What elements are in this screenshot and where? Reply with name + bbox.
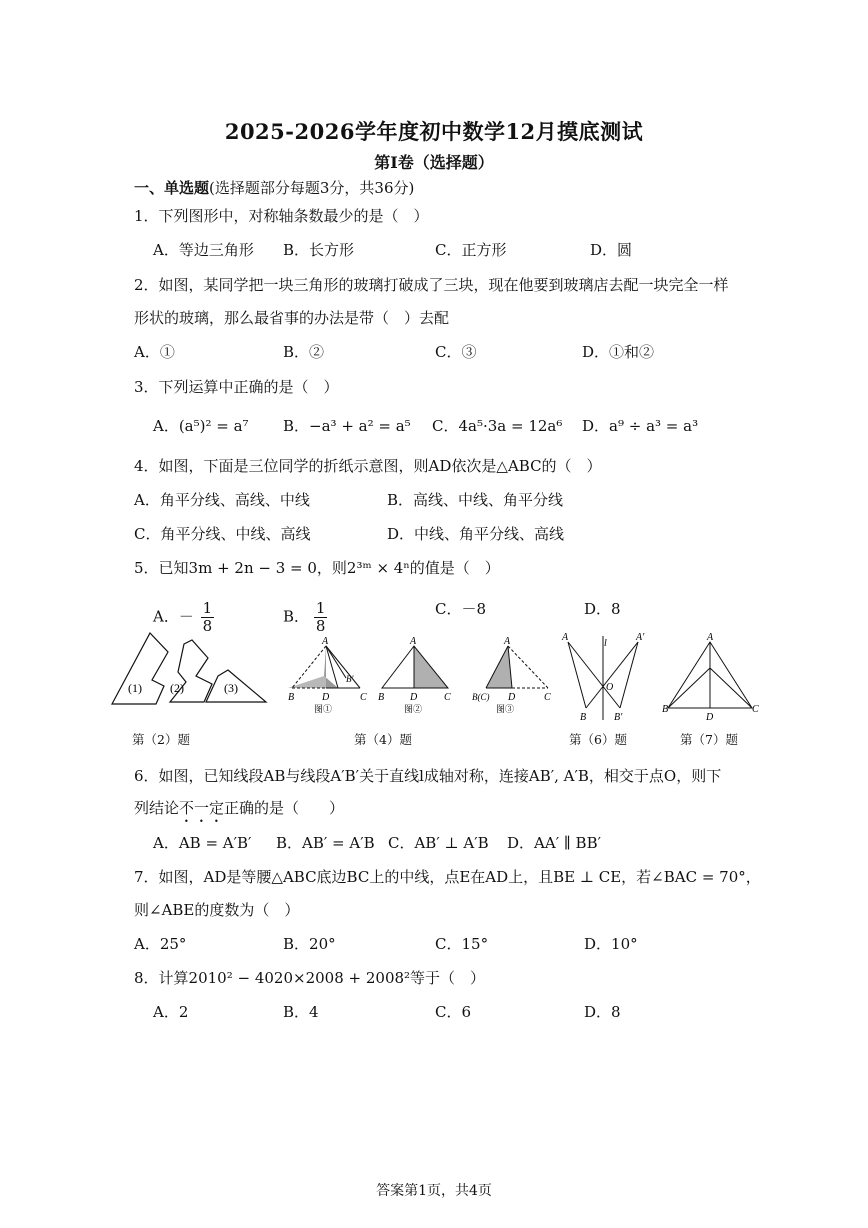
q6-stem-part3: 正确的是（ ） [224,799,345,817]
question-6-stem-line1: 6．如图，已知线段AB与线段A′B′关于直线l成轴对称，连接AB′, A′B，相交于点O，则下 [134,767,722,785]
q2-option-b: B．② [283,343,325,361]
q7-label-b: B [662,704,669,715]
q2-option-a: A．① [134,343,175,361]
q4-figure-3 [486,646,548,688]
q5-b-label: B． [283,607,310,626]
fig3-label-a: A [504,636,511,647]
q7-option-d: D．10° [584,935,638,953]
piece-label-2: (2) [170,681,184,695]
q6-label-o: O [606,682,614,693]
q5-option-d: D．8 [584,600,621,618]
q6-label-ap: A′ [636,632,645,643]
q6-option-b: B．AB′ = A′B [276,834,375,852]
fig3-label-bc: B(C) [472,692,490,702]
fig1-caption: 图① [314,704,333,714]
q2-figure-caption: 第（2）题 [132,732,190,747]
q1-option-c: C．正方形 [435,241,507,259]
q5-a-label: A．－ [153,607,194,626]
q7-figure-caption: 第（7）题 [680,732,738,747]
q6-figure [568,636,638,720]
q1-option-b: B．长方形 [283,241,355,259]
q5-a-numerator: 1 [202,599,213,617]
fig1-label-c: C [360,692,367,703]
q6-option-c: C．AB′ ⊥ A′B [388,834,489,852]
fig1-label-bp: B′ [346,674,354,684]
q7-option-c: C．15° [435,935,489,953]
section-head: 一、单选题 [134,179,210,197]
question-7-stem-line2: 则∠ABE的度数为（ ） [134,901,300,919]
question-8-stem: 8．计算2010² − 4020×2008 + 2008²等于（ ） [134,969,486,987]
q5-b-denominator: 8 [315,617,326,635]
q8-option-a: A．2 [153,1003,189,1021]
q3-option-c: C．4a⁵·3a = 12a⁶ [432,417,563,435]
q4-figure-2 [382,646,448,688]
page-footer: 答案第1页，共4页 [376,1183,492,1199]
q6-label-b: B [580,712,587,723]
q6-stem-part1: 列结论 [134,799,180,817]
fig2-label-c: C [444,692,451,703]
fig1-label-d: D [322,692,330,703]
question-1-stem: 1．下列图形中，对称轴条数最少的是（ ） [134,207,429,225]
q3-option-b: B．−a³ + a² = a⁵ [283,417,411,435]
question-7-stem-line1: 7．如图，AD是等腰△ABC底边BC上的中线，点E在AD上，且BE ⊥ CE，若∠BAC = 70°， [134,868,761,886]
question-2-stem-line2: 形状的玻璃，那么最省事的办法是带（ ）去配 [134,309,450,327]
fig2-label-a: A [410,636,417,647]
q6-label-l: l [604,638,607,649]
q6-option-a: A．AB = A′B′ [153,834,252,852]
q7-label-c: C [752,704,759,715]
fig2-caption: 图② [404,704,423,714]
volume-title: 第Ⅰ卷（选择题） [374,153,494,172]
question-6-stem-line2 [134,797,344,826]
q5-a-denominator: 8 [202,617,213,635]
fig2-label-d: D [410,692,418,703]
q6-option-d: D．AA′ ∥ BB′ [507,834,602,852]
q6-label-bp: B′ [614,712,623,723]
q3-option-a: A．(a⁵)² = a⁷ [153,417,249,435]
q4-option-c: C．角平分线、中线、高线 [134,525,311,543]
q7-option-a: A．25° [134,935,187,953]
fig1-label-a: A [322,636,329,647]
q5-b-numerator: 1 [315,599,326,617]
question-3-stem: 3．下列运算中正确的是（ ） [134,378,339,396]
fig3-label-d: D [508,692,516,703]
q4-figure-caption: 第（4）题 [354,732,412,747]
q7-label-d: D [706,712,714,723]
q6-emphasis-not-necessarily: 不一定 [179,799,225,817]
question-2-stem-line1: 2．如图，某同学把一块三角形的玻璃打破成了三块，现在他要到玻璃店去配一块完全一样 [134,276,729,294]
q4-option-a: A．角平分线、高线、中线 [134,491,310,509]
q2-option-d: D．①和② [582,343,655,361]
figures-strip [100,628,770,728]
q8-option-d: D．8 [584,1003,621,1021]
q5-option-c: C．－8 [435,600,487,618]
page-title: 2025-2026学年度初中数学12月摸底测试 [224,119,644,144]
q4-option-d: D．中线、角平分线、高线 [387,525,565,543]
q8-option-c: C．6 [435,1003,472,1021]
q2-option-c: C．③ [435,343,477,361]
q7-option-b: B．20° [283,935,336,953]
q3-option-d: D．a⁹ ÷ a³ = a³ [582,417,699,435]
section-heading [134,177,414,198]
fig2-label-b: B [378,692,385,703]
section-note: (选择题部分每题3分，共36分) [209,179,415,197]
question-4-stem: 4．如图，下面是三位同学的折纸示意图，则AD依次是△ABC的（ ） [134,457,602,475]
q1-option-d: D．圆 [590,241,633,259]
q6-label-a: A [562,632,569,643]
fig3-label-c: C [544,692,551,703]
fig3-caption: 图③ [496,704,515,714]
piece-label-3: (3) [224,681,238,695]
fig1-label-b: B [288,692,295,703]
q4-option-b: B．高线、中线、角平分线 [387,491,564,509]
q6-figure-caption: 第（6）题 [569,732,627,747]
piece-label-1: (1) [128,681,142,695]
question-5-stem: 5．已知3m + 2n − 3 = 0，则2³ᵐ × 4ⁿ的值是（ ） [134,559,500,577]
q7-figure [668,642,752,708]
q1-option-a: A．等边三角形 [153,241,254,259]
q7-label-a: A [707,632,714,643]
q8-option-b: B．4 [283,1003,319,1021]
